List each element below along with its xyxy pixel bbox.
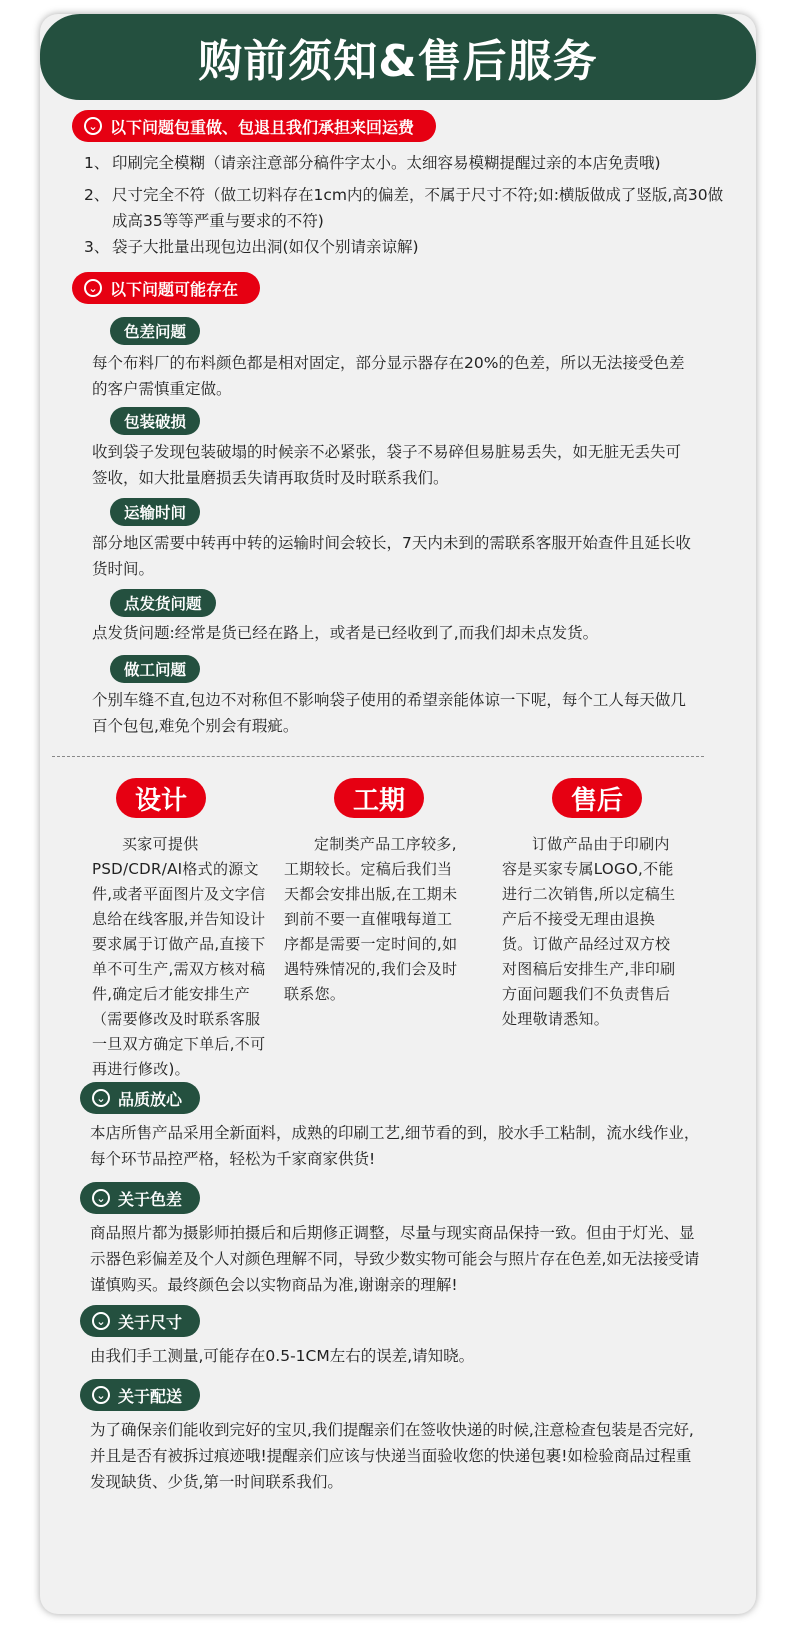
- note-title: 关于尺寸: [118, 1312, 183, 1332]
- column-tag-schedule: 工期: [334, 778, 424, 818]
- note-heading: [80, 1305, 200, 1337]
- header-banner: [40, 14, 756, 100]
- section1-list: [84, 150, 732, 260]
- issue-text: 点发货问题:经常是货已经在路上，或者是已经收到了,而我们却未点发货。: [92, 624, 599, 642]
- item-text: 袋子大批量出现包边出洞(如仅个别请亲谅解): [112, 238, 419, 256]
- page-title: 购前须知&售后服务: [198, 36, 598, 87]
- item-number: 3、: [84, 238, 110, 256]
- issue-text: 部分地区需要中转再中转的运输时间会较长，7天内未到的需联系客服开始查件且延长收货时间。: [92, 534, 691, 578]
- issue-text: 每个布料厂的布料颜色都是相对固定，部分显示器存在20%的色差，所以无法接受色差的客户需慎重定做。: [92, 354, 685, 398]
- issue-tag: 做工问题: [110, 655, 200, 683]
- column-tag-aftersale: 售后: [552, 778, 642, 818]
- chevron-down-circle-icon: ⌄: [84, 117, 102, 135]
- note-text: 由我们手工测量,可能存在0.5-1CM左右的误差,请知晓。: [90, 1347, 475, 1365]
- note-heading: [80, 1182, 200, 1214]
- notice-card: [40, 14, 756, 1614]
- note-title: 品质放心: [118, 1089, 183, 1109]
- column-text-aftersale: 订做产品由于印刷内容是买家专属LOGO,不能进行二次销售,所以定稿生产后不接受无理由退换货。订做产品经过双方校对图稿后安排生产,非印刷方面问题我们不负责售后处理敬请悉知。: [502, 835, 676, 1028]
- note-title: 关于配送: [118, 1386, 183, 1406]
- note-text: 商品照片都为摄影师拍摄后和后期修正调整，尽量与现实商品保持一致。但由于灯光、显示器色彩偏差及个人对颜色理解不同，导致少数实物可能会与照片存在色差,如无法接受请谨慎购买。最终颜色会以实物商品为准,谢谢亲的理解!: [90, 1224, 700, 1294]
- issue-tag: 点发货问题: [110, 589, 216, 617]
- chevron-down-circle-icon: ⌄: [92, 1189, 110, 1207]
- section1-title: 以下问题包重做、包退且我们承担来回运费: [110, 117, 415, 137]
- item-number: 2、: [84, 186, 110, 204]
- list-item: [84, 182, 732, 234]
- issue-text: 个别车缝不直,包边不对称但不影响袋子使用的希望亲能体谅一下呢，每个工人每天做几百个包包,难免个别会有瑕疵。: [92, 691, 686, 735]
- section2-heading: [72, 272, 260, 304]
- note-heading: [80, 1379, 200, 1411]
- chevron-down-circle-icon: ⌄: [92, 1089, 110, 1107]
- issue-tag: 运输时间: [110, 498, 200, 526]
- note-title: 关于色差: [118, 1189, 183, 1209]
- issue-tag: 包装破损: [110, 407, 200, 435]
- issue-tag: 色差问题: [110, 317, 200, 345]
- issue-text: 收到袋子发现包装破塌的时候亲不必紧张，袋子不易碎但易脏易丢失，如无脏无丢失可签收，如大批量磨损丢失请再取货时及时联系我们。: [92, 443, 682, 487]
- note-text: 本店所售产品采用全新面料，成熟的印刷工艺,细节看的到，胶水手工粘制，流水线作业，每个环节品控严格，轻松为千家商家供货!: [90, 1124, 700, 1168]
- item-number: 1、: [84, 154, 110, 172]
- note-text: 为了确保亲们能收到完好的宝贝,我们提醒亲们在签收快递的时候,注意检查包装是否完好,并且是否有被拆过痕迹哦!提醒亲们应该与快递当面验收您的快递包裹!如检验商品过程重发现缺货、少货,第一时间联系我们。: [90, 1421, 694, 1491]
- column-text-schedule: 定制类产品工序较多,工期较长。定稿后我们当天都会安排出版,在工期未到前不要一直催哦每道工序都是需要一定时间的,如遇特殊情况的,我们会及时联系您。: [284, 835, 458, 1003]
- column-tag-design: 设计: [116, 778, 206, 818]
- list-item: [84, 234, 732, 260]
- chevron-down-circle-icon: ⌄: [84, 279, 102, 297]
- item-text: 尺寸完全不符（做工切料存在1cm内的偏差，不属于尺寸不符;如:横版做成了竖版,高30做成高35等等严重与要求的不符): [112, 186, 724, 230]
- chevron-down-circle-icon: ⌄: [92, 1312, 110, 1330]
- section1-heading: [72, 110, 436, 142]
- list-item: [84, 150, 732, 176]
- chevron-down-circle-icon: ⌄: [92, 1386, 110, 1404]
- item-text: 印刷完全模糊（请亲注意部分稿件字太小。太细容易模糊提醒过亲的本店免责哦): [112, 154, 661, 172]
- divider: [52, 756, 704, 757]
- note-heading: [80, 1082, 200, 1114]
- column-text-design: 买家可提供PSD/CDR/AI格式的源文件,或者平面图片及文字信息给在线客服,并告知设计要求属于订做产品,直接下单不可生产,需双方核对稿件,确定后才能安排生产（需要修改及时联系客服一旦双方确定下单后,不可再进行修改)。: [92, 835, 266, 1078]
- section2-title: 以下问题可能存在: [110, 279, 239, 299]
